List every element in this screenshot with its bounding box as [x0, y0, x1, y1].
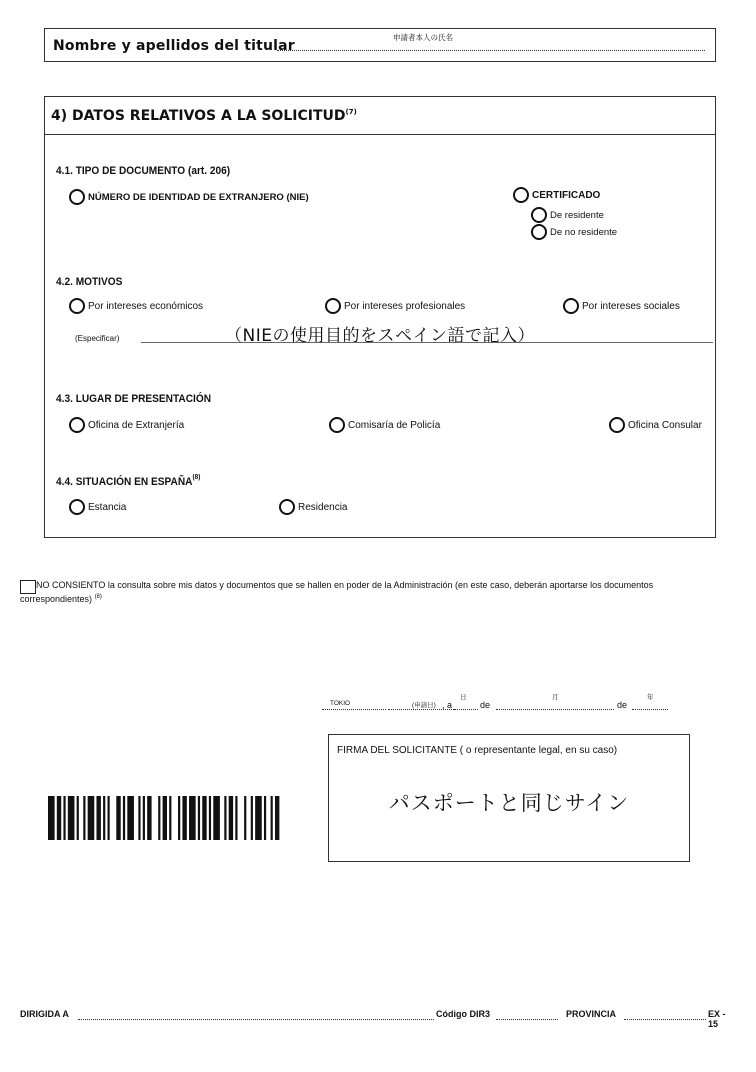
barcode-bar — [57, 796, 61, 840]
date-sep-a: , a — [442, 700, 453, 710]
option-residencia-label: Residencia — [298, 501, 348, 513]
signature-box[interactable] — [328, 734, 690, 862]
consent-ref: (8) — [94, 594, 102, 600]
barcode-bar — [244, 796, 246, 840]
option-economicos-label: Por intereses económicos — [88, 300, 204, 312]
date-year-label: 年 — [647, 694, 654, 701]
dirigida-field[interactable] — [78, 1019, 434, 1020]
option-de-no-residente[interactable] — [531, 224, 617, 240]
barcode-bar — [127, 796, 134, 840]
date-day-label: 日 — [460, 694, 467, 701]
barcode-bar — [182, 796, 186, 840]
barcode-bar — [108, 796, 110, 840]
barcode-bar — [271, 796, 273, 840]
situacion-heading-ref: (8) — [192, 474, 201, 481]
motivos-heading: 4.2. MOTIVOS — [56, 276, 123, 288]
option-certificado[interactable] — [513, 187, 600, 203]
radio-circle-icon — [329, 417, 345, 433]
barcode-bar — [138, 796, 140, 840]
option-comisaria[interactable] — [329, 417, 440, 433]
barcode-bar — [251, 796, 253, 840]
signature-handwritten-note: パスポートと同じサイン — [388, 791, 630, 815]
radio-circle-icon — [325, 298, 341, 314]
applicant-name-jp-label: 申請者本人の氏名 — [393, 33, 453, 42]
option-de-no-residente-label: De no residente — [550, 226, 618, 238]
option-sociales[interactable] — [563, 298, 680, 314]
barcode-bar — [48, 796, 55, 840]
codigo-field[interactable] — [496, 1019, 558, 1020]
option-nie-label: NÚMERO DE IDENTIDAD DE EXTRANJERO (NIE) — [88, 191, 309, 203]
barcode-bar — [83, 796, 85, 840]
option-de-residente[interactable] — [531, 207, 604, 223]
footer-provincia-label: PROVINCIA — [566, 1009, 617, 1019]
doc-type-heading: 4.1. TIPO DE DOCUMENTO (art. 206) — [56, 165, 231, 177]
signature-label: FIRMA DEL SOLICITANTE ( o representante legal, en su caso) — [337, 745, 618, 756]
specify-label: (Especificar) — [75, 334, 120, 343]
barcode-bar — [224, 796, 226, 840]
barcode-bar — [88, 796, 95, 840]
option-certificado-label: CERTIFICADO — [532, 189, 601, 201]
barcode — [48, 796, 286, 840]
barcode-bar — [123, 796, 125, 840]
option-sociales-label: Por intereses sociales — [582, 300, 680, 312]
form-code: EX - 15 — [708, 1009, 726, 1029]
specify-field[interactable] — [141, 342, 713, 343]
option-estancia-label: Estancia — [88, 501, 127, 513]
barcode-bar — [235, 796, 237, 840]
barcode-bar — [63, 796, 65, 840]
barcode-bar — [163, 796, 167, 840]
radio-circle-icon — [609, 417, 625, 433]
option-de-residente-label: De residente — [550, 209, 604, 221]
month-field[interactable] — [496, 709, 614, 710]
day-field[interactable] — [454, 709, 478, 710]
option-economicos[interactable] — [69, 298, 203, 314]
radio-circle-icon — [69, 298, 85, 314]
barcode-bar — [275, 796, 279, 840]
barcode-bar — [103, 796, 105, 840]
option-consular[interactable] — [609, 417, 702, 433]
option-consular-label: Oficina Consular — [628, 419, 702, 431]
consent-text: NO CONSIENTO la consulta sobre mis datos y documentos que se hallen en poder de la Administración (en este caso, deberán aportarse los documentos correspondientes) $^{(8)}$ — [20, 580, 654, 604]
barcode-bar — [147, 796, 151, 840]
footer-dirigida-label: DIRIGIDA A — [20, 1009, 69, 1019]
lugar-heading: 4.3. LUGAR DE PRESENTACIÓN — [56, 393, 212, 405]
option-nie[interactable] — [69, 189, 309, 205]
option-extranjeria[interactable] — [69, 417, 184, 433]
radio-circle-icon — [69, 189, 85, 205]
barcode-bar — [68, 796, 75, 840]
provincia-field[interactable] — [624, 1019, 706, 1020]
year-field[interactable] — [632, 709, 668, 710]
option-comisaria-label: Comisaría de Policía — [348, 419, 441, 431]
barcode-bar — [189, 796, 196, 840]
date-de-2: de — [617, 700, 628, 710]
footer-routing-line — [20, 1009, 736, 1029]
city-field[interactable] — [322, 709, 386, 710]
footer-codigo-label: Código DIR3 — [436, 1009, 490, 1019]
date-month-label: 月 — [552, 694, 559, 701]
barcode-bar — [213, 796, 220, 840]
section-header — [45, 97, 715, 135]
radio-circle-icon — [513, 187, 529, 203]
option-profesionales[interactable] — [325, 298, 465, 314]
section-title-ref: (7) — [345, 108, 357, 116]
barcode-bar — [158, 796, 160, 840]
date-note: (申請日) — [412, 702, 436, 709]
barcode-bar — [264, 796, 266, 840]
section-title: 4) DATOS RELATIVOS A LA SOLICITUD$^{(7)}$ — [51, 108, 357, 124]
option-estancia[interactable] — [69, 499, 126, 515]
date-line — [320, 694, 700, 714]
radio-circle-icon — [69, 499, 85, 515]
situacion-heading: 4.4. SITUACIÓN EN ESPAÑA$^{(8)}$ — [56, 474, 201, 488]
radio-circle-icon — [531, 224, 547, 240]
date-city: TOKIO — [330, 700, 351, 707]
specify-handwritten-value: （NIEの使用目的をスペイン語で記入） — [225, 326, 535, 346]
radio-circle-icon — [69, 417, 85, 433]
barcode-bar — [77, 796, 79, 840]
applicant-name-label: Nombre y apellidos del titular — [53, 38, 295, 54]
option-extranjeria-label: Oficina de Extranjería — [88, 419, 185, 431]
barcode-bar — [116, 796, 120, 840]
consent-checkbox[interactable] — [20, 580, 36, 594]
barcode-bar — [96, 796, 100, 840]
barcode-bar — [255, 796, 262, 840]
radio-circle-icon — [563, 298, 579, 314]
barcode-bar — [202, 796, 206, 840]
radio-circle-icon — [279, 499, 295, 515]
barcode-bar — [229, 796, 233, 840]
option-residencia[interactable] — [279, 499, 347, 515]
applicant-name-box — [44, 28, 716, 62]
barcode-bar — [198, 796, 200, 840]
date-de-1: de — [480, 700, 491, 710]
barcode-bar — [143, 796, 145, 840]
barcode-bar — [209, 796, 211, 840]
barcode-bar — [169, 796, 171, 840]
barcode-bar — [178, 796, 180, 840]
radio-circle-icon — [531, 207, 547, 223]
applicant-name-field[interactable] — [277, 50, 705, 51]
section-application-data — [44, 96, 716, 538]
option-profesionales-label: Por intereses profesionales — [344, 300, 466, 312]
